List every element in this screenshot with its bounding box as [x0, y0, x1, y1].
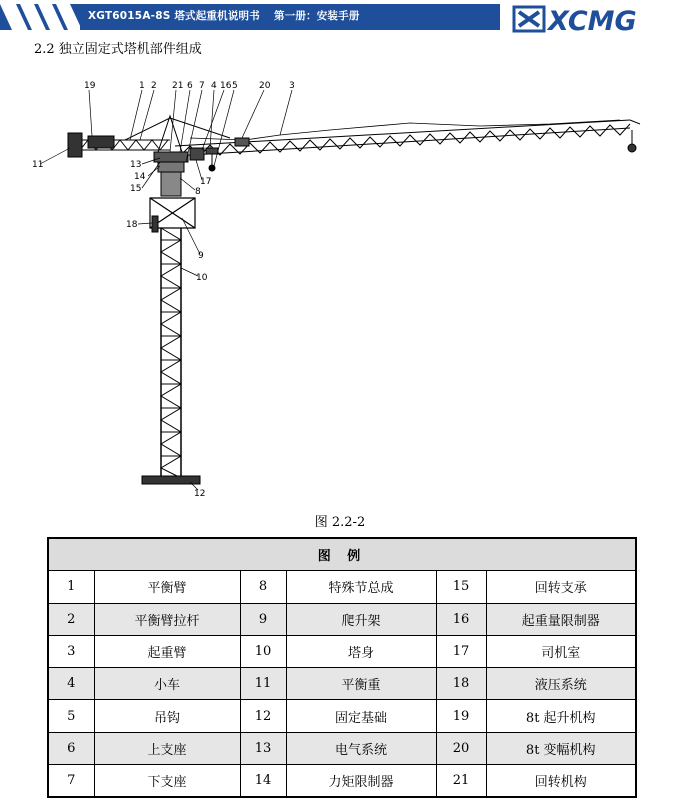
callout-8: 8 [195, 187, 201, 197]
header-doc-code: XGT6015A-8S 塔式起重机说明书 [88, 10, 260, 22]
counterweight [68, 133, 82, 157]
legend-name: 吊钩 [94, 700, 240, 732]
table-row [48, 635, 636, 667]
legend-num: 10 [240, 635, 286, 667]
legend-name: 平衡重 [286, 668, 436, 700]
callout-16: 16 [220, 81, 232, 91]
legend-title: 图 例 [48, 538, 636, 571]
legend-name: 液压系统 [486, 668, 636, 700]
figure-caption: 图 2.2-2 [314, 515, 366, 530]
callout-1: 1 [139, 81, 145, 91]
callout-9: 9 [198, 251, 204, 261]
callout-3: 3 [289, 81, 295, 91]
legend-num: 16 [436, 603, 486, 635]
section-title: 2.2 独立固定式塔机部件组成 [34, 42, 202, 57]
legend-name: 固定基础 [286, 700, 436, 732]
legend-name: 小车 [94, 668, 240, 700]
special-section [161, 172, 181, 196]
callout-13: 13 [130, 160, 142, 170]
hoist-winch [88, 136, 114, 148]
legend-name: 特殊节总成 [286, 571, 436, 603]
slewing-assembly [154, 152, 188, 162]
callout-18: 18 [126, 220, 138, 230]
legend-num: 7 [48, 765, 94, 798]
legend-num: 13 [240, 732, 286, 764]
page-header [0, 0, 680, 36]
legend-num: 19 [436, 700, 486, 732]
table-row [48, 603, 636, 635]
xcmg-logo-icon [512, 2, 672, 34]
legend-name: 平衡臂 [94, 571, 240, 603]
legend-name: 平衡臂拉杆 [94, 603, 240, 635]
table-row [48, 668, 636, 700]
foundation [142, 476, 200, 484]
legend-num: 1 [48, 571, 94, 603]
legend-name: 电气系统 [286, 732, 436, 764]
legend-name: 回转机构 [486, 765, 636, 798]
table-row [48, 571, 636, 603]
cat-head [158, 116, 182, 152]
legend-table [47, 537, 637, 798]
legend-num: 14 [240, 765, 286, 798]
legend-name: 回转支承 [486, 571, 636, 603]
table-row [48, 700, 636, 732]
lower-support [158, 162, 184, 172]
xcmg-logo [512, 2, 672, 34]
legend-num: 12 [240, 700, 286, 732]
legend-num: 3 [48, 635, 94, 667]
legend-title-row [48, 538, 636, 571]
callout-5: 5 [232, 81, 238, 91]
legend-name: 爬升架 [286, 603, 436, 635]
legend-name: 起重量限制器 [486, 603, 636, 635]
callout-6: 6 [187, 81, 193, 91]
trolley [206, 148, 218, 154]
luffing-winch [235, 138, 249, 146]
legend-name: 塔身 [286, 635, 436, 667]
header-volume: 第一册：安装手册 [273, 10, 360, 22]
callout-12: 12 [194, 489, 206, 499]
hydraulic-system [152, 216, 158, 232]
callout-20: 20 [259, 81, 271, 91]
logo-text: XCMG [548, 6, 637, 34]
callout-11: 11 [32, 160, 44, 170]
legend-name: 起重臂 [94, 635, 240, 667]
legend-num: 4 [48, 668, 94, 700]
header-stripes-graphic [0, 4, 80, 30]
legend-name: 上支座 [94, 732, 240, 764]
jib-tip-hook [628, 144, 636, 152]
legend-name: 下支座 [94, 765, 240, 798]
callout-7: 7 [199, 81, 205, 91]
callout-17: 17 [200, 177, 212, 187]
callout-2: 2 [151, 81, 157, 91]
callout-21: 21 [172, 81, 184, 91]
legend-num: 2 [48, 603, 94, 635]
legend-name: 司机室 [486, 635, 636, 667]
legend-num: 6 [48, 732, 94, 764]
tower-crane-drawing [30, 78, 660, 508]
legend-num: 8 [240, 571, 286, 603]
legend-num: 20 [436, 732, 486, 764]
table-row [48, 732, 636, 764]
callout-14: 14 [134, 172, 146, 182]
legend-num: 5 [48, 700, 94, 732]
legend-name: 8t 变幅机构 [486, 732, 636, 764]
legend-num: 17 [436, 635, 486, 667]
legend-name: 8t 起升机构 [486, 700, 636, 732]
legend-num: 15 [436, 571, 486, 603]
legend-num: 9 [240, 603, 286, 635]
legend-num: 11 [240, 668, 286, 700]
callout-15: 15 [130, 184, 142, 194]
callout-10: 10 [196, 273, 208, 283]
tower-mast [161, 228, 181, 478]
callout-4: 4 [211, 81, 217, 91]
callout-19: 19 [84, 81, 96, 91]
table-row [48, 765, 636, 798]
jib-tie [170, 118, 230, 138]
legend-name: 力矩限制器 [286, 765, 436, 798]
header-text [88, 8, 360, 23]
legend-num: 21 [436, 765, 486, 798]
legend-num: 18 [436, 668, 486, 700]
